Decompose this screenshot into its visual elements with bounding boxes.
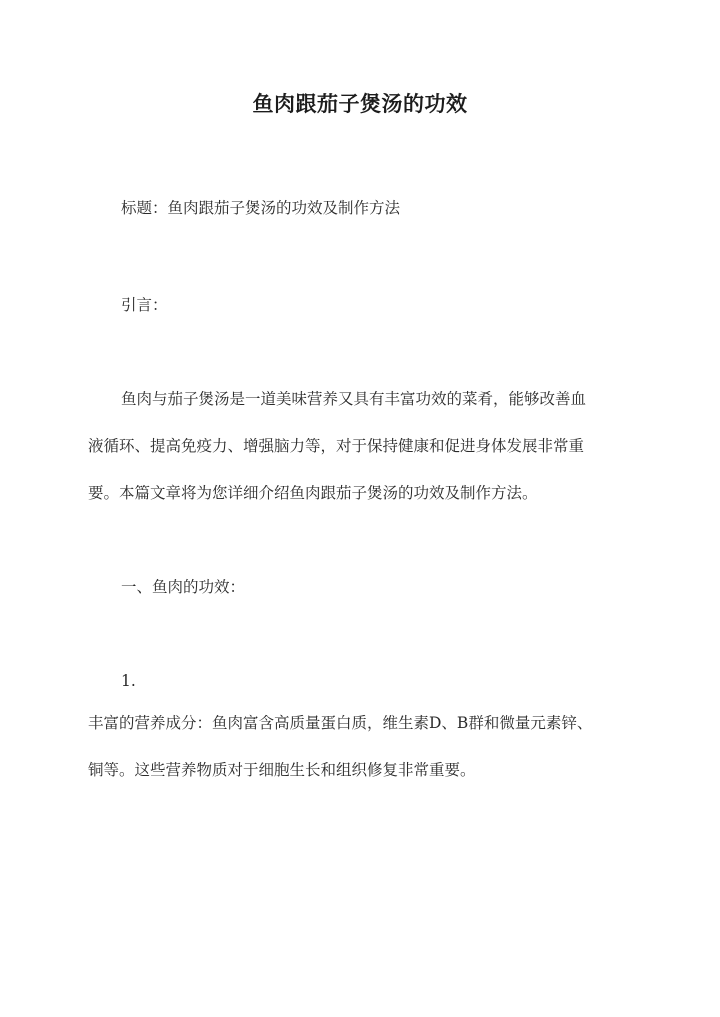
intro-paragraph-line-2: 液循环、提高免疫力、增强脑力等，对于保持健康和促进身体发展非常重: [88, 437, 585, 455]
intro-heading: 引言：: [121, 296, 168, 314]
intro-paragraph-line-1: 鱼肉与茄子煲汤是一道美味营养又具有丰富功效的菜肴，能够改善血: [121, 390, 587, 408]
subtitle-line: 标题：鱼肉跟茄子煲汤的功效及制作方法: [121, 199, 401, 217]
document-title: 鱼肉跟茄子煲汤的功效: [252, 91, 468, 116]
item-1-paragraph-line-1: 丰富的营养成分：鱼肉富含高质量蛋白质，维生素D、B群和微量元素锌、: [88, 714, 593, 732]
section-1-heading: 一、鱼肉的功效：: [121, 578, 246, 596]
item-1-number: 1.: [121, 672, 136, 690]
item-1-paragraph-line-2: 铜等。这些营养物质对于细胞生长和组织修复非常重要。: [88, 761, 476, 779]
intro-paragraph-line-3: 要。本篇文章将为您详细介绍鱼肉跟茄子煲汤的功效及制作方法。: [88, 484, 538, 502]
